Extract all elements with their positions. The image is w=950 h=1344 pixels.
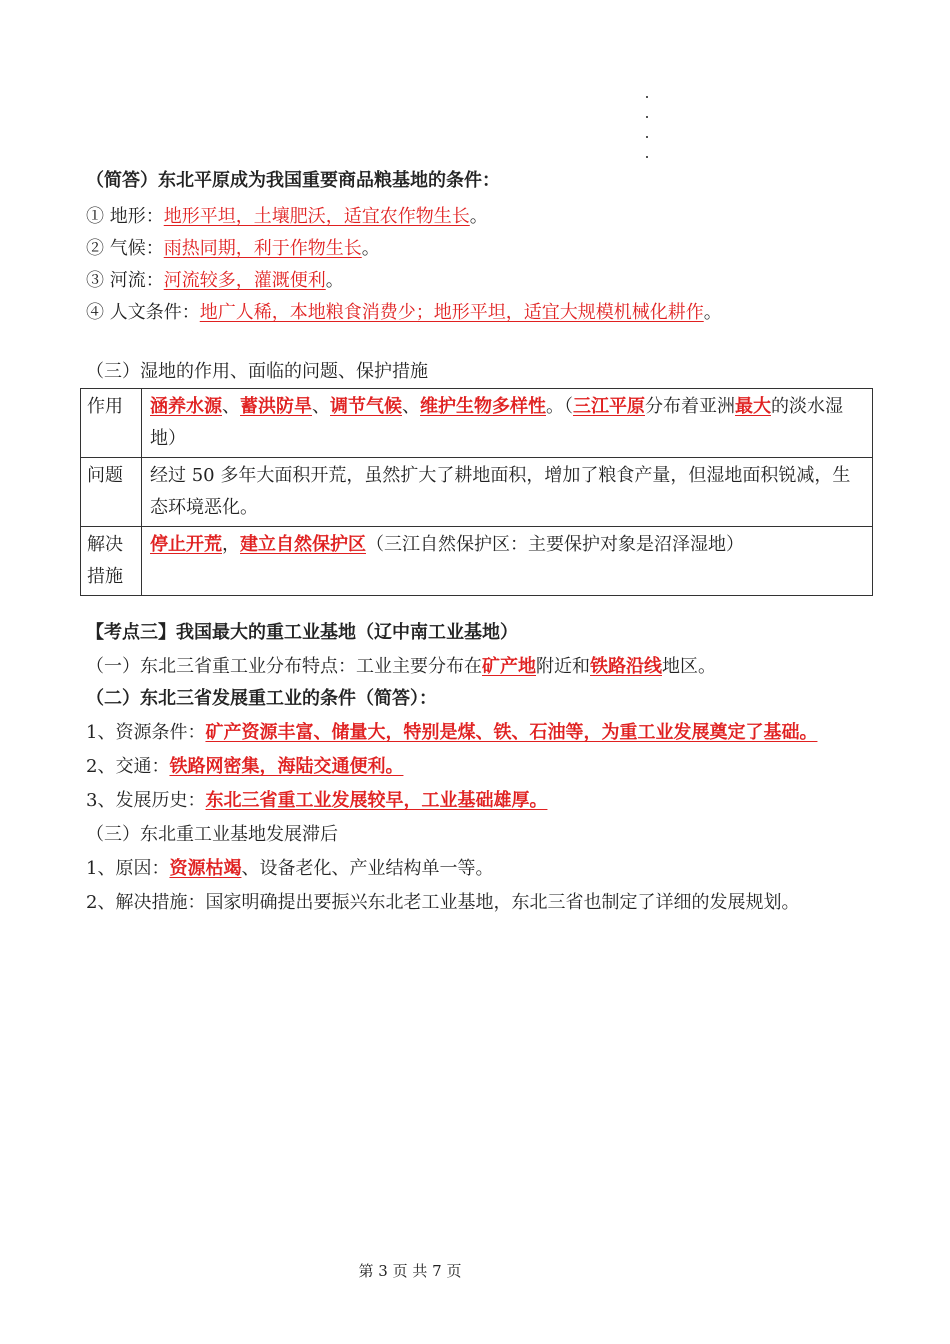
condition-end: 。 — [703, 302, 722, 323]
page-footer: 第 3 页 共 7 页 — [358, 1262, 462, 1280]
keyword: 建立自然保护区 — [240, 534, 366, 555]
keyword: 蓄洪防旱 — [240, 396, 312, 417]
condition-end: 。 — [469, 206, 488, 227]
text: 。（ — [546, 396, 573, 417]
reason-line — [86, 856, 493, 882]
text: 、 — [312, 396, 330, 417]
condition-terrain — [86, 204, 488, 230]
row-content — [142, 527, 873, 596]
condition-label: 1、资源条件： — [86, 722, 206, 743]
text: 的淡水湿地） — [150, 396, 843, 449]
condition-climate — [86, 236, 380, 262]
condition-transport — [86, 754, 403, 780]
table-row — [81, 458, 873, 527]
text: （三江自然保护区：主要保护对象是沼泽湿地） — [366, 534, 744, 555]
keyword: 停止开荒 — [150, 534, 222, 555]
table-row — [81, 527, 873, 596]
section1-title: （简答）东北平原成为我国重要商品粮基地的条件： — [86, 170, 500, 191]
keyword: 维护生物多样性 — [420, 396, 546, 417]
table-row — [81, 389, 873, 458]
row-content: 经过 50 多年大面积开荒，虽然扩大了耕地面积，增加了粮食产量，但湿地面积锐减，生态环境恶化。 — [142, 458, 873, 527]
condition-answer: 雨热同期，利于作物生长 — [163, 238, 362, 259]
condition-label: ④ 人文条件： — [86, 302, 200, 323]
keyword: 调节气候 — [330, 396, 402, 417]
condition-label: ② 气候： — [86, 238, 164, 259]
condition-answer: 地形平坦，土壤肥沃，适宜农作物生长 — [163, 206, 470, 227]
condition-answer: 铁路网密集，海陆交通便利。 — [169, 756, 404, 777]
row-key: 作用 — [81, 389, 142, 458]
measure-line: 2、解决措施：国家明确提出要振兴东北老工业基地，东北三省也制定了详细的发展规划。 — [86, 892, 800, 913]
condition-end: 。 — [361, 238, 380, 259]
text: 附近和 — [536, 656, 590, 677]
condition-label: ③ 河流： — [86, 270, 164, 291]
conditions-title: （二）东北三省发展重工业的条件（简答）： — [86, 688, 437, 709]
lagging-title: （三）东北重工业基地发展滞后 — [86, 824, 338, 845]
keyword: 三江平原 — [573, 396, 645, 417]
text: 1、原因： — [86, 858, 170, 879]
row-key: 解决措施 — [81, 527, 142, 596]
keyword: 资源枯竭 — [169, 858, 242, 879]
keyword: 矿产地 — [482, 656, 536, 677]
row-content — [142, 389, 873, 458]
text: 、 — [402, 396, 420, 417]
condition-end: 。 — [325, 270, 344, 291]
row-key: 问题 — [81, 458, 142, 527]
condition-answer: 东北三省重工业发展较早，工业基础雄厚。 — [205, 790, 548, 811]
text: 、 — [222, 396, 240, 417]
wetland-table — [80, 388, 873, 596]
text: 地区。 — [662, 656, 716, 677]
condition-label: ① 地形： — [86, 206, 164, 227]
condition-answer: 河流较多，灌溉便利 — [163, 270, 326, 291]
keyword: 最大 — [735, 396, 771, 417]
condition-label: 2、交通： — [86, 756, 170, 777]
section3-title: 【考点三】我国最大的重工业基地（辽中南工业基地） — [86, 622, 518, 643]
condition-resource — [86, 720, 817, 746]
text: （一）东北三省重工业分布特点：工业主要分布在 — [86, 656, 482, 677]
text: ， — [222, 534, 240, 555]
distribution-line — [86, 654, 716, 680]
section2-title: （三）湿地的作用、面临的问题、保护措施 — [86, 361, 428, 382]
condition-label: 3、发展历史： — [86, 790, 206, 811]
condition-human — [86, 300, 722, 326]
text: 、设备老化、产业结构单一等。 — [241, 858, 494, 879]
keyword: 涵养水源 — [150, 396, 222, 417]
condition-river — [86, 268, 344, 294]
condition-history — [86, 788, 547, 814]
corner-dots — [646, 96, 650, 176]
condition-answer: 矿产资源丰富、储量大，特别是煤、铁、石油等，为重工业发展奠定了基础。 — [205, 722, 818, 743]
text: 分布着亚洲 — [645, 396, 735, 417]
keyword: 铁路沿线 — [590, 656, 662, 677]
condition-answer: 地广人稀，本地粮食消费少；地形平坦，适宜大规模机械化耕作 — [199, 302, 704, 323]
